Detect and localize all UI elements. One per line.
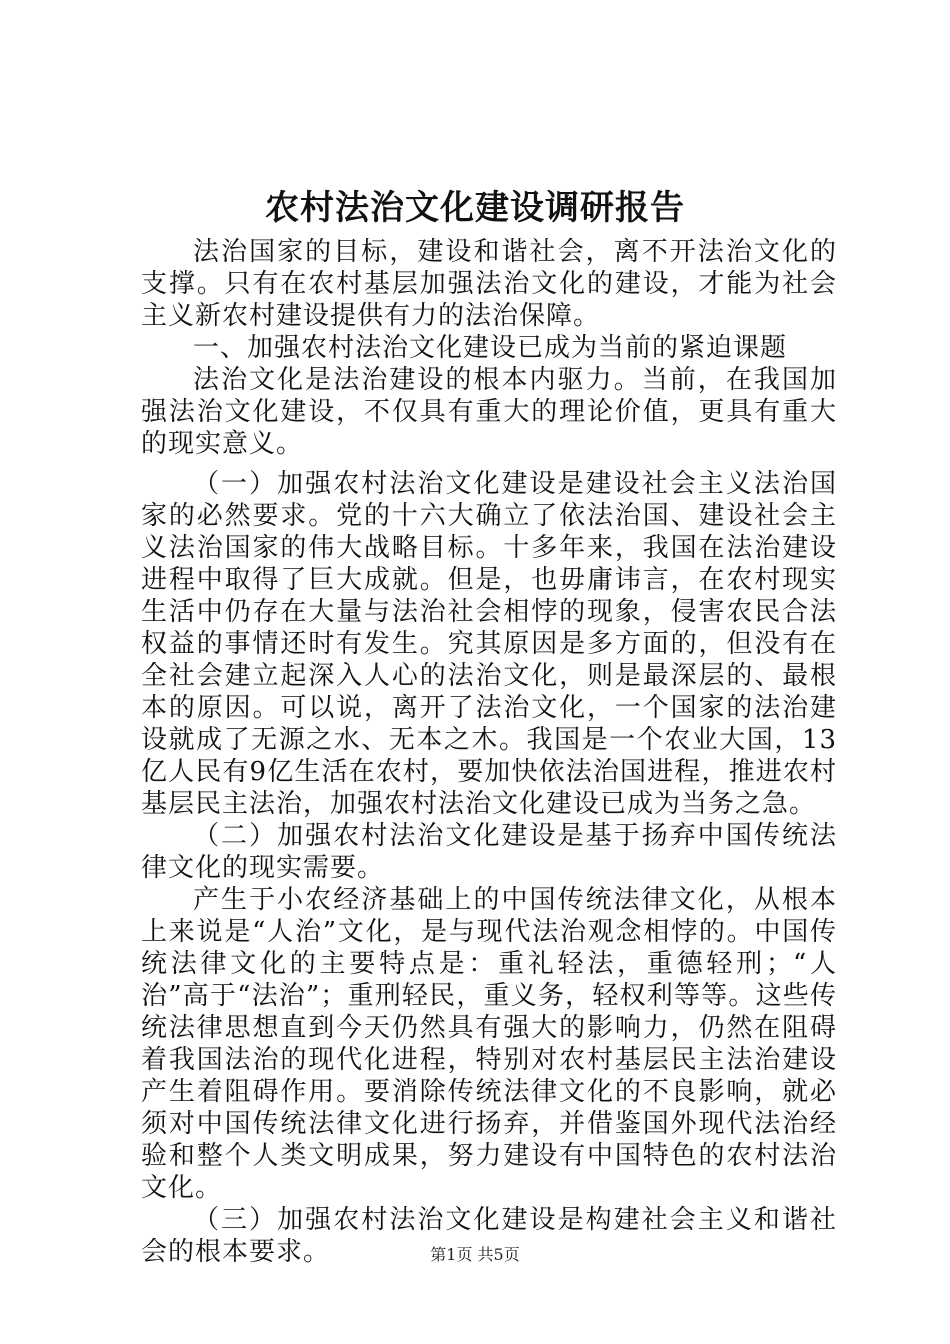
page-number-footer: 第1页 共5页: [430, 1245, 520, 1264]
subsection-1-paragraph: （一）加强农村法治文化建设是建设社会主义法治国家的必然要求。党的十六大确立了依法治国、建设社会主义法治国家的伟大战略目标。十多年来，我国在法治建设进程中取得了巨大成就。但是，也毋庸讳言，在农村现实生活中仍存在大量与法治社会相悖的现象，侵害农民合法权益的事情还时有发生。究其原因是多方面的，但没有在全社会建立起深入人心的法治文化，则是最深层的、最根本的原因。可以说，离开了法治文化，一个国家的法治建设就成了无源之水、无本之木。我国是一个农业大国，13亿人民有9亿生活在农村，要加快依法治国进程，推进农村基层民主法治，加强农村法治文化建设已成为当务之急。: [141, 469, 837, 819]
section-1-paragraph: 法治文化是法治建设的根本内驱力。当前，在我国加强法治文化建设，不仅具有重大的理论价值，更具有重大的现实意义。: [141, 365, 837, 459]
intro-paragraph: 法治国家的目标，建设和谐社会，离不开法治文化的支撑。只有在农村基层加强法治文化的建设，才能为社会主义新农村建设提供有力的法治保障。: [141, 237, 837, 331]
document-body: [141, 236, 837, 1268]
subsection-2-paragraph: 产生于小农经济基础上的中国传统法律文化，从根本上来说是“人治”文化，是与现代法治观念相悖的。中国传统法律文化的主要特点是：重礼轻法，重德轻刑；“人治”高于“法治”；重刑轻民，重义务，轻权利等等。这些传统法律思想直到今天仍然具有强大的影响力，仍然在阻碍着我国法治的现代化进程，特别对农村基层民主法治建设产生着阻碍作用。要消除传统法律文化的不良影响，就必须对中国传统法律文化进行扬弃，并借鉴国外现代法治经验和整个人类文明成果，努力建设有中国特色的农村法治文化。: [141, 885, 837, 1203]
section-heading-1: 一、加强农村法治文化建设已成为当前的紧迫课题: [193, 333, 788, 363]
subsection-2-heading: （二）加强农村法治文化建设是基于扬弃中国传统法律文化的现实需要。: [141, 821, 837, 883]
document-title: 农村法治文化建设调研报告: [265, 188, 685, 228]
subsection-3-heading: （三）加强农村法治文化建设是构建社会主义和谐社会的根本要求。: [141, 1205, 837, 1267]
